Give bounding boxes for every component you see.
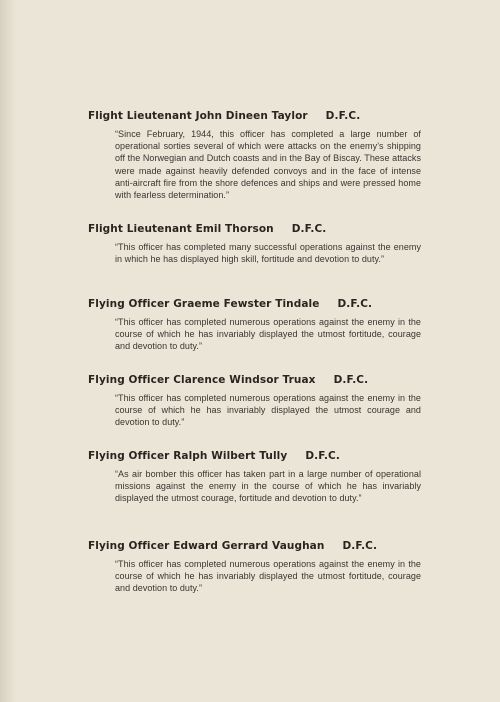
citation-tully (88, 450, 428, 505)
citation-text: “This officer has completed numerous operations against the enemy in the course of which he has invariably displayed the utmost courage and devotion to duty.” (115, 393, 421, 428)
citation-text: “As air bomber this officer has taken part in a large number of operational missions against the enemy in the course of which he has invariably displayed the utmost courage, fortitude and devotion to duty.” (115, 469, 421, 504)
recipient-name: Flight Lieutenant John Dineen Taylor (88, 110, 308, 122)
citation-text: “Since February, 1944, this officer has completed a large number of operational sorties several of which were attacks on the enemy’s shipping off the Norwegian and Dutch coasts and in the Bay of Biscay. These attacks were made against heavily defended convoys and in the face of intense anti-aircraft fire from the shore defences and ships and were pressed home with fearless determination.” (115, 129, 421, 201)
award-label: D.F.C. (291, 223, 327, 235)
award-label: D.F.C. (305, 450, 340, 462)
citation-thorson (88, 223, 428, 265)
citation-heading (88, 223, 428, 236)
award-label: D.F.C. (333, 374, 369, 386)
recipient-name: Flying Officer Edward Gerrard Vaughan (88, 540, 325, 552)
award-label: D.F.C. (337, 298, 373, 310)
recipient-name: Flying Officer Graeme Fewster Tindale (88, 298, 320, 310)
citation-heading (88, 450, 428, 463)
citation-text: “This officer has completed numerous operations against the enemy in the course of which he has invariably displayed the utmost fortitude, courage and devotion to duty.” (115, 559, 421, 594)
recipient-name: Flying Officer Clarence Windsor Truax (88, 374, 316, 386)
award-label: D.F.C. (342, 540, 378, 552)
citation-vaughan (88, 540, 428, 595)
citation-tindale (88, 298, 428, 353)
citation-text: “This officer has completed many successful operations against the enemy in which he has displayed high skill, fortitude and devotion to duty.” (115, 242, 421, 265)
citation-heading (88, 374, 428, 387)
recipient-name: Flight Lieutenant Emil Thorson (88, 223, 274, 235)
citation-heading (88, 540, 428, 553)
citation-heading (88, 110, 428, 123)
citation-truax (88, 374, 428, 429)
page-fold-shadow (0, 0, 16, 702)
citation-heading (88, 298, 428, 311)
citation-taylor (88, 110, 428, 201)
recipient-name: Flying Officer Ralph Wilbert Tully (88, 450, 288, 462)
citation-text: “This officer has completed numerous operations against the enemy in the course of which he has invariably displayed the utmost fortitude, courage and devotion to duty.” (115, 317, 421, 352)
award-label: D.F.C. (325, 110, 361, 122)
